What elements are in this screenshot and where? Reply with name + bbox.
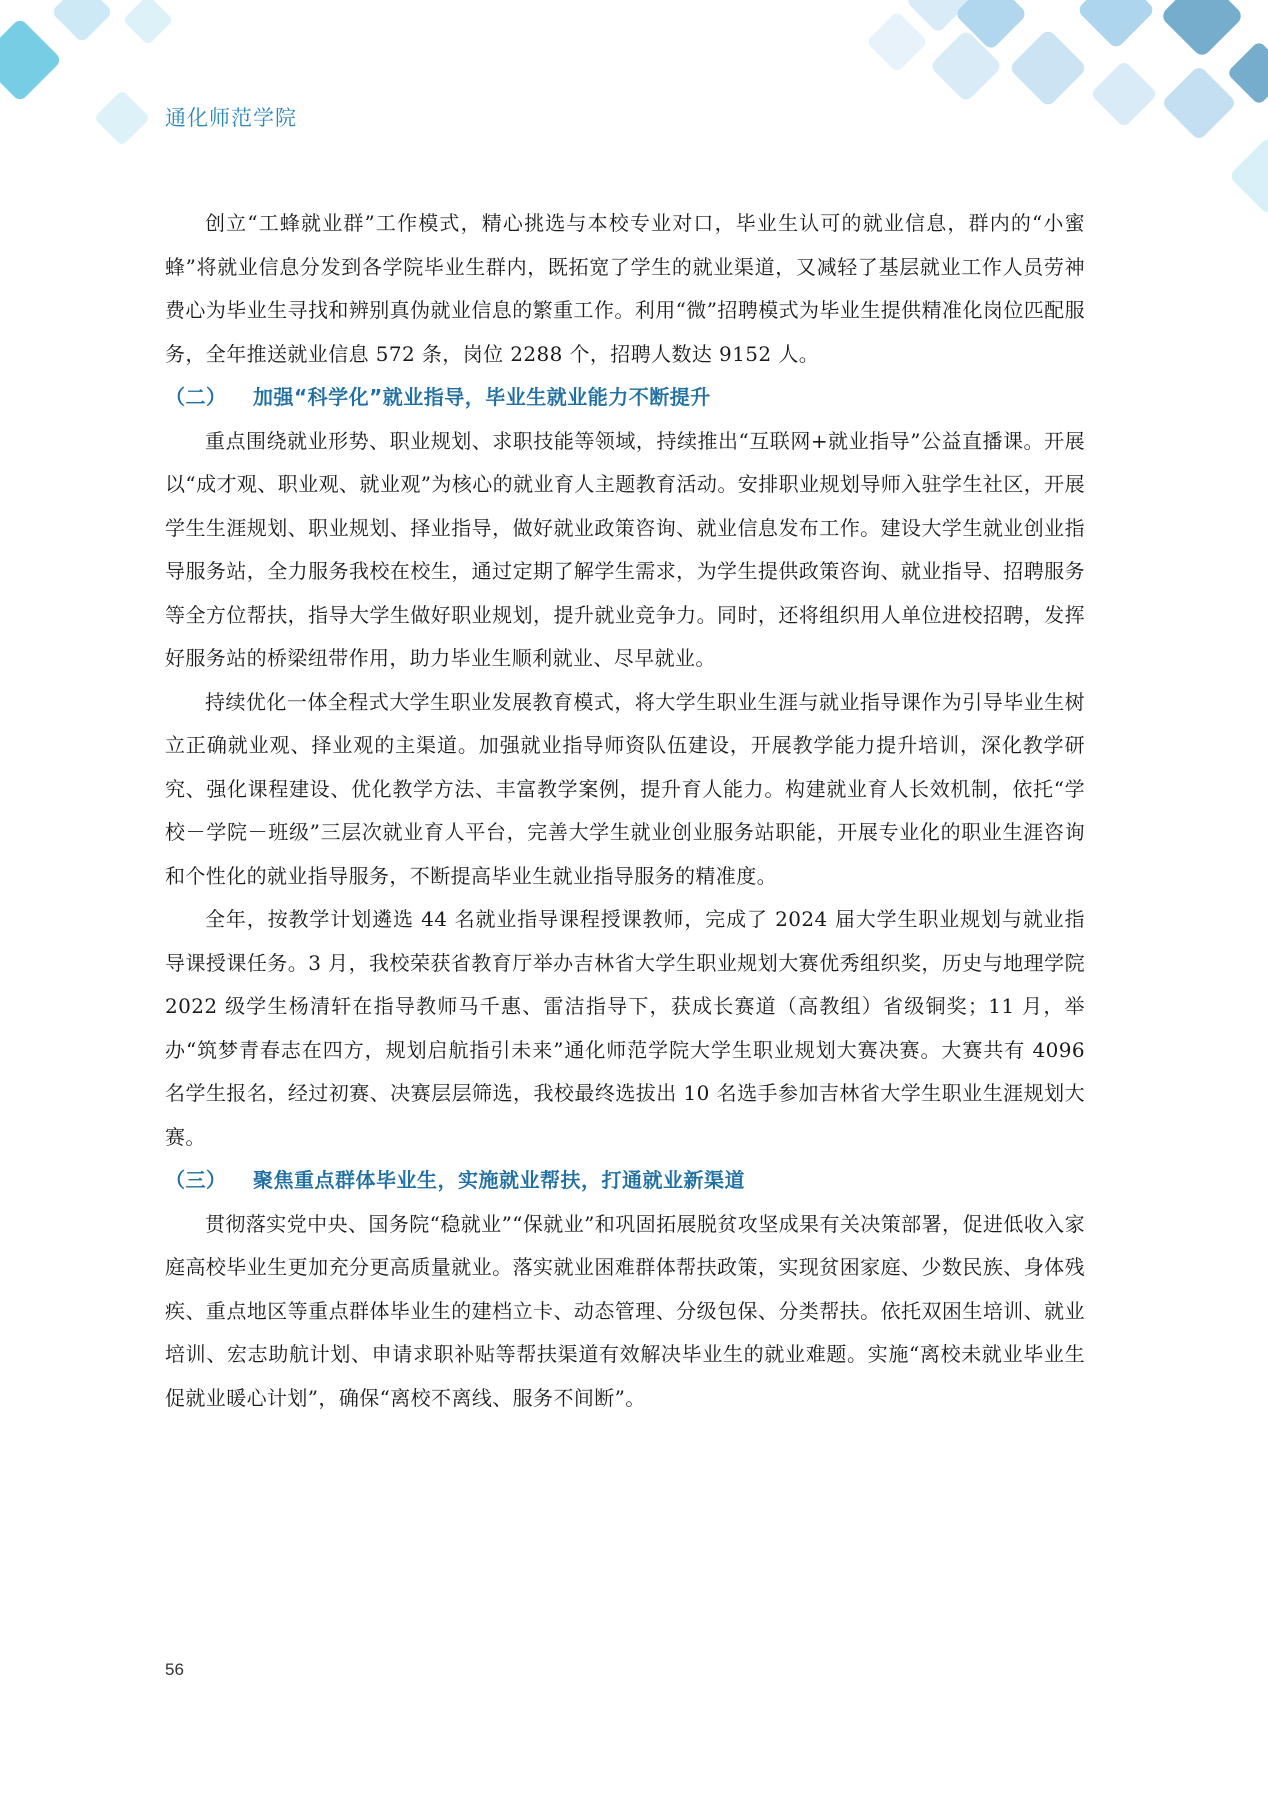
deco-diamond (1076, 0, 1155, 50)
document-body (165, 202, 1085, 1420)
section-heading (165, 1159, 1085, 1203)
deco-diamond (1008, 28, 1087, 107)
deco-diamond (0, 18, 62, 103)
deco-diamond (1160, 0, 1245, 58)
institution-name: 通化师范学院 (165, 106, 297, 130)
section-title: 加强“科学化”就业指导，毕业生就业能力不断提升 (253, 385, 711, 409)
deco-diamond (1161, 65, 1237, 141)
deco-diamond (954, 0, 1028, 51)
deco-diamond (51, 0, 113, 43)
paragraph: 创立“工蜂就业群”工作模式，精心挑选与本校专业对口，毕业生认可的就业信息，群内的“小蜜蜂”将就业信息分发到各学院毕业生群内，既拓宽了学生的就业渠道，又减轻了基层就业工作人员劳神费心为毕业生寻找和辨别真伪就业信息的繁重工作。利用“微”招聘模式为毕业生提供精准化岗位匹配服务，全年推送就业信息 572 条，岗位 2288 个，招聘人数达 9152 人。 (165, 211, 1085, 366)
deco-diamond (1090, 60, 1158, 128)
deco-diamond (123, 0, 174, 45)
deco-diamond (929, 29, 1003, 103)
deco-diamond (1228, 136, 1268, 215)
page-number: 56 (165, 1660, 184, 1679)
deco-diamond (866, 11, 928, 73)
deco-diamond (94, 90, 151, 147)
deco-diamond (905, 0, 970, 34)
section-heading (165, 376, 1085, 420)
paragraph: 全年，按教学计划遴选 44 名就业指导课程授课教师，完成了 2024 届大学生职业规划与就业指导课授课任务。3 月，我校荣获省教育厅举办吉林省大学生职业规划大赛优秀组织奖，历史与地理学院 2022 级学生杨清轩在指导教师马千惠、雷洁指导下，获成长赛道（高教组）省级铜奖；11 月，举办“筑梦青春志在四方，规划启航指引未来”通化师范学院大学生职业规划大赛决赛。大赛共有 4096 名学生报名，经过初赛、决赛层层筛选，我校最终选拔出 10 名选手参加吉林省大学生职业生涯规划大赛。 (165, 907, 1085, 1149)
paragraph: 重点围绕就业形势、职业规划、求职技能等领域，持续推出“互联网+就业指导”公益直播课。开展以“成才观、职业观、就业观”为核心的就业育人主题教育活动。安排职业规划导师入驻学生社区，开展学生生涯规划、职业规划、择业指导，做好就业政策咨询、就业信息发布工作。建设大学生就业创业指导服务站，全力服务我校在校生，通过定期了解学生需求，为学生提供政策咨询、就业指导、招聘服务等全方位帮扶，指导大学生做好职业规划，提升就业竞争力。同时，还将组织用人单位进校招聘，发挥好服务站的桥梁纽带作用，助力毕业生顺利就业、尽早就业。 (165, 428, 1085, 670)
paragraph: 持续优化一体全程式大学生职业发展教育模式，将大学生职业生涯与就业指导课作为引导毕业生树立正确就业观、择业观的主渠道。加强就业指导师资队伍建设，开展教学能力提升培训，深化教学研究、强化课程建设、优化教学方法、丰富教学案例，提升育人能力。构建就业育人长效机制，依托“学校－学院－班级”三层次就业育人平台，完善大学生就业创业服务站职能，开展专业化的职业生涯咨询和个性化的就业指导服务，不断提高毕业生就业指导服务的精准度。 (165, 689, 1085, 888)
paragraph: 贯彻落实党中央、国务院“稳就业”“保就业”和巩固拓展脱贫攻坚成果有关决策部署，促进低收入家庭高校毕业生更加充分更高质量就业。落实就业困难群体帮扶政策，实现贫困家庭、少数民族、身体残疾、重点地区等重点群体毕业生的建档立卡、动态管理、分级包保、分类帮扶。依托双困生培训、就业培训、宏志助航计划、申请求职补贴等帮扶渠道有效解决毕业生的就业难题。实施“离校未就业毕业生促就业暖心计划”，确保“离校不离线、服务不间断”。 (165, 1211, 1085, 1410)
section-number: （三） (165, 1168, 227, 1192)
section-title: 聚焦重点群体毕业生，实施就业帮扶，打通就业新渠道 (253, 1168, 745, 1192)
section-number: （二） (165, 385, 227, 409)
deco-diamond (1226, 40, 1268, 105)
